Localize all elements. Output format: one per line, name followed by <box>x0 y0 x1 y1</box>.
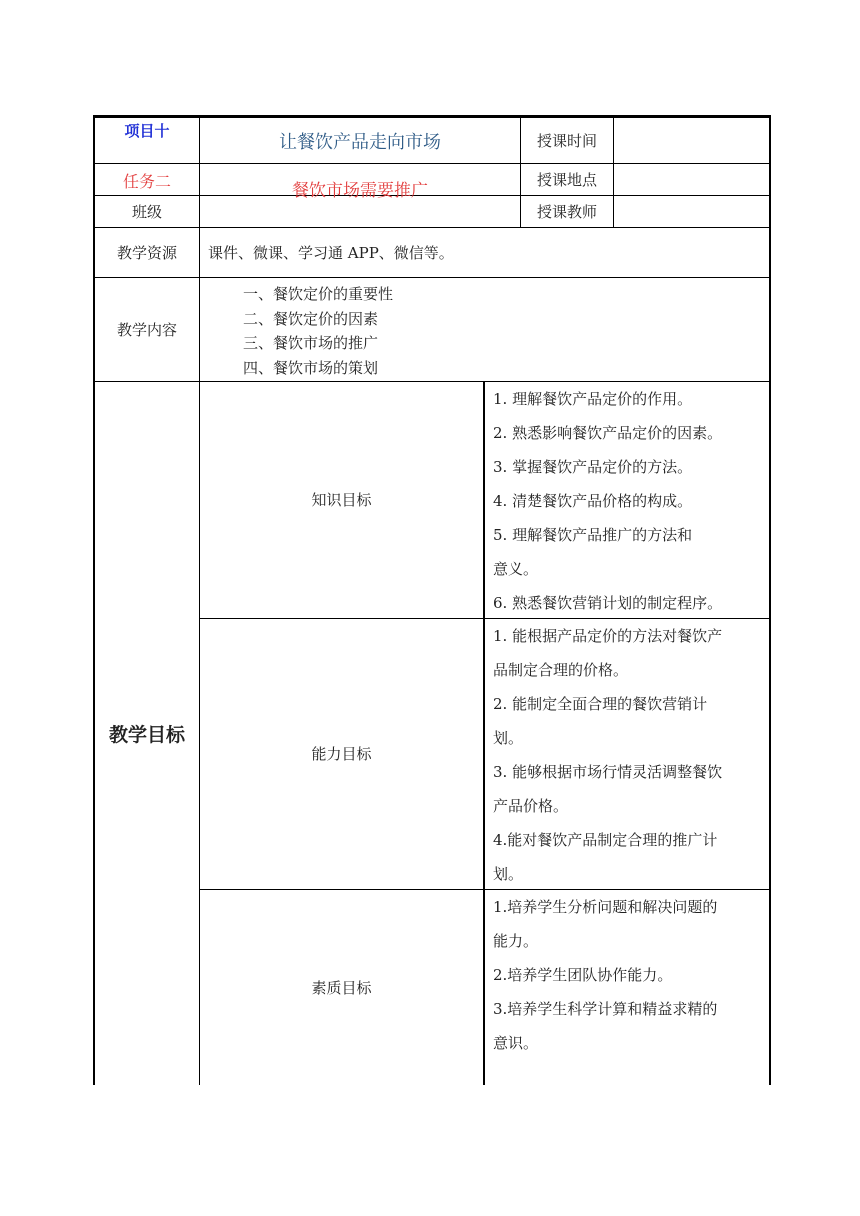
content-item: 二、餐饮定价的因素 <box>243 309 379 328</box>
task-label: 任务二 <box>122 172 171 191</box>
quality-label-cell <box>200 890 483 1085</box>
ability-item: 划。 <box>493 729 524 747</box>
quality-item: 3.培养学生科学计算和精益求精的 <box>493 1000 718 1018</box>
project-label-cell <box>95 118 199 163</box>
knowledge-list <box>493 382 765 618</box>
content-item: 三、餐饮市场的推广 <box>243 334 379 352</box>
table-right-border <box>769 115 771 1085</box>
class-label-cell <box>95 196 199 227</box>
task-title-cell <box>200 164 520 201</box>
ability-label-cell <box>200 619 483 889</box>
knowledge-label-cell <box>200 382 483 618</box>
quality-item: 意识。 <box>493 1034 539 1052</box>
project-label: 项目十 <box>124 122 170 140</box>
content-item: 一、餐饮定价的重要性 <box>243 285 394 303</box>
quality-item: 2.培养学生团队协作能力。 <box>493 966 673 984</box>
resources-value: 课件、微课、学习通 APP、微信等。 <box>208 243 454 262</box>
task-label-cell <box>95 164 199 195</box>
ability-item: 4.能对餐饮产品制定合理的推广计 <box>493 831 718 849</box>
task-title: 餐饮市场需要推广 <box>292 181 428 201</box>
knowledge-label: 知识目标 <box>311 491 372 509</box>
knowledge-item: 2. 熟悉影响餐饮产品定价的因素。 <box>493 424 723 442</box>
ability-item: 1. 能根据产品定价的方法对餐饮产 <box>493 627 723 645</box>
goals-label-cell <box>95 382 199 1085</box>
quality-item: 能力。 <box>493 932 539 950</box>
knowledge-item: 3. 掌握餐饮产品定价的方法。 <box>493 458 693 476</box>
content-label: 教学内容 <box>116 320 177 339</box>
content-list <box>243 283 763 381</box>
quality-item: 1.培养学生分析问题和解决问题的 <box>493 898 718 916</box>
ability-item: 2. 能制定全面合理的餐饮营销计 <box>493 695 708 713</box>
knowledge-item: 意义。 <box>493 560 539 578</box>
ability-item: 3. 能够根据市场行情灵活调整餐饮 <box>493 763 723 781</box>
class-label: 班级 <box>131 202 162 221</box>
project-title: 让餐饮产品走向市场 <box>279 131 441 153</box>
teacher-label: 授课教师 <box>536 202 597 221</box>
ability-list <box>493 619 765 889</box>
content-item: 四、餐饮市场的策划 <box>243 358 379 377</box>
knowledge-item: 5. 理解餐饮产品推广的方法和 <box>493 526 693 544</box>
ability-label: 能力目标 <box>311 745 372 763</box>
quality-label: 素质目标 <box>311 978 372 997</box>
knowledge-item: 4. 清楚餐饮产品价格的构成。 <box>493 492 693 510</box>
resources-label: 教学资源 <box>116 243 177 262</box>
place-value-cell <box>614 164 769 195</box>
content-label-cell <box>95 278 199 381</box>
quality-list <box>493 890 765 1085</box>
resources-value-cell <box>200 228 769 277</box>
knowledge-item: 1. 理解餐饮产品定价的作用。 <box>493 390 693 408</box>
resources-label-cell <box>95 228 199 277</box>
time-value-cell <box>614 118 769 163</box>
ability-item: 品制定合理的价格。 <box>493 661 629 679</box>
time-label: 授课时间 <box>536 131 597 150</box>
divider <box>199 277 200 381</box>
teacher-value-cell <box>614 196 769 227</box>
ability-item: 产品价格。 <box>493 797 569 815</box>
place-label-cell <box>521 164 613 195</box>
goals-label: 教学目标 <box>108 724 185 746</box>
ability-item: 划。 <box>493 865 524 883</box>
divider <box>483 381 485 1085</box>
place-label: 授课地点 <box>536 170 597 189</box>
teacher-label-cell <box>521 196 613 227</box>
project-title-cell <box>200 118 520 163</box>
class-value-cell <box>200 196 520 227</box>
time-label-cell <box>521 118 613 163</box>
knowledge-item: 6. 熟悉餐饮营销计划的制定程序。 <box>493 594 723 612</box>
